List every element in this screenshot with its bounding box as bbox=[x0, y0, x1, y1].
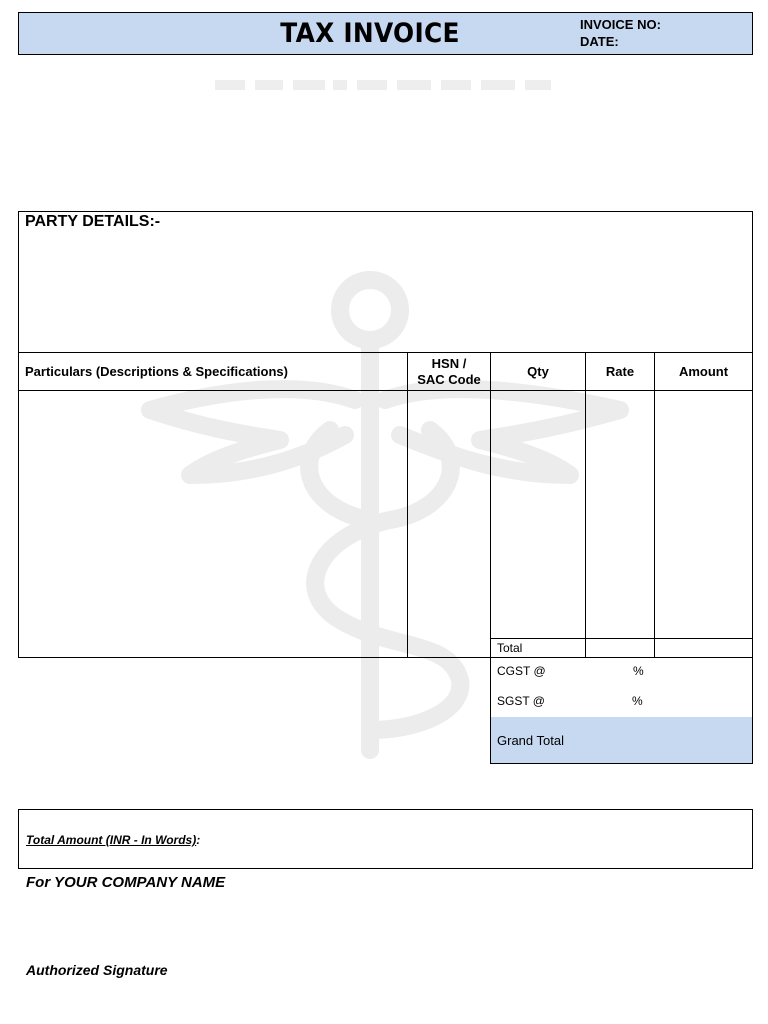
table-header-divider bbox=[18, 390, 753, 391]
column-header-qty: Qty bbox=[527, 364, 549, 379]
column-divider-rate bbox=[654, 352, 655, 657]
sgst-label: SGST @ bbox=[497, 694, 545, 708]
column-divider-hsn bbox=[490, 352, 491, 658]
column-header-rate: Rate bbox=[605, 364, 635, 379]
company-signature-line: For YOUR COMPANY NAME bbox=[26, 874, 226, 891]
invoice-title: TAX INVOICE bbox=[280, 18, 460, 49]
amount-in-words-text: Total Amount (INR - In Words) bbox=[26, 833, 197, 847]
column-divider-qty bbox=[585, 352, 586, 657]
amount-in-words-colon: : bbox=[196, 833, 201, 847]
column-header-hsn: HSN / bbox=[431, 356, 467, 371]
items-table bbox=[18, 352, 753, 658]
amount-in-words-label bbox=[26, 833, 200, 847]
column-header-sac: SAC Code bbox=[417, 372, 481, 387]
faded-heading-remnant bbox=[215, 72, 555, 90]
column-divider-particulars bbox=[407, 352, 408, 658]
column-header-particulars: Particulars (Descriptions & Specifications) bbox=[25, 364, 288, 379]
cgst-label: CGST @ bbox=[497, 664, 546, 678]
authorized-signature-label: Authorized Signature bbox=[26, 962, 168, 978]
sgst-percent-symbol: % bbox=[632, 694, 643, 708]
date-label: DATE: bbox=[580, 34, 619, 49]
party-details-label: PARTY DETAILS:- bbox=[25, 213, 161, 230]
cgst-percent-symbol: % bbox=[633, 664, 644, 678]
party-details-box bbox=[18, 211, 753, 353]
column-header-amount: Amount bbox=[678, 364, 729, 379]
grand-total-label: Grand Total bbox=[497, 733, 564, 748]
total-row-divider bbox=[490, 638, 753, 639]
invoice-no-label: INVOICE NO: bbox=[580, 17, 661, 32]
total-label: Total bbox=[497, 641, 523, 655]
